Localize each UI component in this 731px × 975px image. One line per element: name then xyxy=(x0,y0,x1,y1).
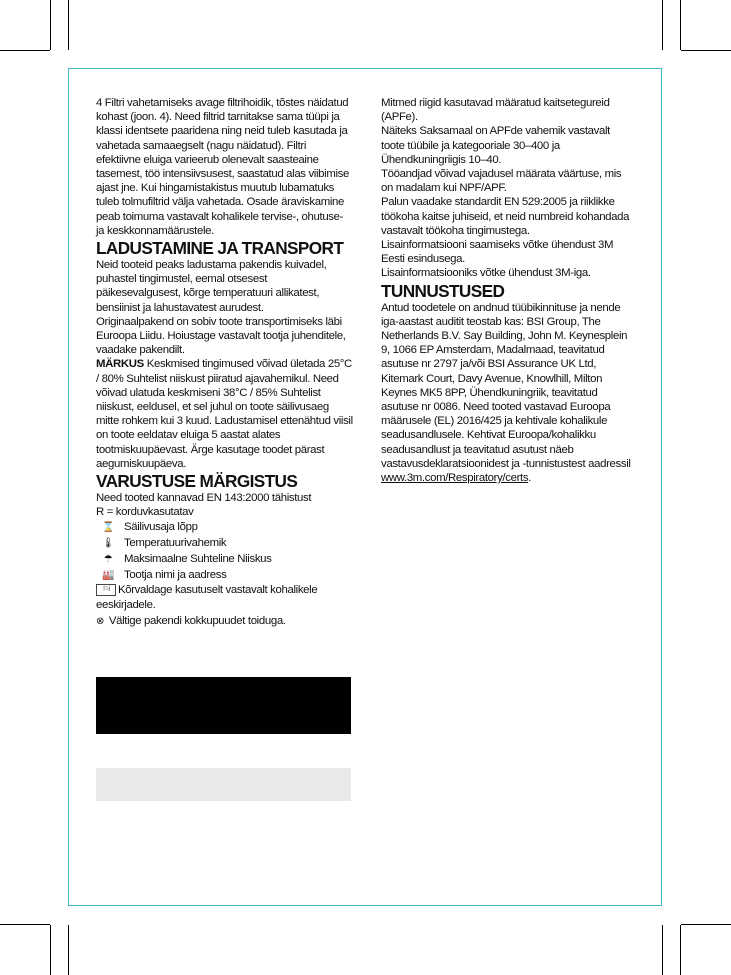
symbol-row-humidity xyxy=(96,551,353,567)
crop-mark-top-right-h xyxy=(681,50,731,51)
crop-mark-top-left-v2 xyxy=(68,0,69,50)
food-contact-paragraph xyxy=(96,614,353,629)
certification-heading: TUNNUSTUSED xyxy=(381,280,505,301)
symbol-label: Säilivusaja lõpp xyxy=(124,521,198,534)
no-food-contact-icon: ⊗ xyxy=(96,615,105,627)
marking-reusable-text: R = korduvkasutatav xyxy=(96,506,194,519)
umbrella-icon: ☂ xyxy=(103,553,113,565)
crop-mark-top-right-v2 xyxy=(662,0,663,50)
apf-text-4: Palun vaadake standardit EN 529:2005 ja riiklikke töökoha kaitse juhiseid, et neid numbreid kohandada vastavalt töökoha tingimustega. xyxy=(381,196,630,237)
note-text: Keskmised tingimused võivad ületada 25°C / 80% Suhtelist niiskust piiratud ajavahemikul. Need võivad ulatuda keskmiseni 38°C / 85% Suhtelist niiskust, eeldusel, et sel juhul on toote säilivusaeg mitte rohkem kui 3 kuud. Ladustamisel ettenähtud viisil on toote eeldatav eluiga 5 aastat alates tootmiskuupäevast. Ärge kasutage toodet pärast aegumiskuupäeva. xyxy=(96,358,353,470)
certification-period: . xyxy=(528,472,531,485)
note-paragraph xyxy=(96,357,353,471)
crop-mark-top-left-h xyxy=(0,50,50,51)
storage-text: Neid tooteid peaks ladustama pakendis kuivadel, puhastel tingimustel, eemal otsesest päikesevalgusest, kõrge temperatuuri allikatest, bensiinist ja lahustavatest aurudest. xyxy=(96,259,327,314)
apf-text-3: Tööandjad võivad vajadusel määrata väärtuse, mis on madalam kui NPF/APF. xyxy=(381,168,622,195)
filter-replacement-text: 4 Filtri vahetamiseks avage filtrihoidik, tõstes näidatud kohast (joon. 4). Need filtrid tarnitakse sama tüüpi ja klassi identsete paaridena ning neid tuleb kasutada ja vahetada samaaegselt (nagu näidatud). Filtri efektiivne eluiga varieerub olenevalt saasteaine tasemest, töö intensiivsusest, saastatud alas viibimise ajast jne. Kui hingamistakistus muutub lubamatuks tuleb tolmufiltrid välja vahetada. Osade äraviskamine peab toimuma vastavalt kohalikele tervise-, ohutuse- ja keskkonnamäärustele. xyxy=(96,97,349,237)
symbol-label: Maksimaalne Suhteline Niiskus xyxy=(124,553,272,566)
marking-heading: VARUSTUSE MÄRGISTUS xyxy=(96,471,298,492)
crop-mark-top-right-v xyxy=(680,0,681,50)
crop-mark-top-left-v xyxy=(50,0,51,50)
crop-mark-bottom-left-h xyxy=(0,924,50,925)
food-contact-text: Vältige pakendi kokkupuudet toiduga. xyxy=(108,614,286,627)
note-label: MÄRKUS xyxy=(96,358,144,371)
symbol-label: Tootja nimi ja aadress xyxy=(124,569,227,582)
redaction-black-block xyxy=(96,677,351,734)
thermometer-icon: 🌡 xyxy=(101,537,115,549)
crop-mark-bottom-left-v xyxy=(50,925,51,975)
disposal-icon: ⚐i xyxy=(96,584,116,596)
certs-link[interactable]: www.3m.com/Respiratory/certs xyxy=(381,472,529,485)
storage-heading: LADUSTAMINE JA TRANSPORT xyxy=(96,238,344,259)
right-column xyxy=(381,96,633,485)
disposal-text: Kõrvaldage kasutuselt vastavalt kohalikele eeskirjadele. xyxy=(96,584,318,611)
factory-icon: 🏭 xyxy=(101,569,115,581)
apf-text-6: Lisainformatsiooniks võtke ühendust 3M-iga. xyxy=(381,267,591,280)
hourglass-icon: ⌛ xyxy=(101,521,115,533)
symbol-row-expiry xyxy=(96,519,353,535)
symbol-row-temperature xyxy=(96,535,353,551)
apf-text-2: Näiteks Saksamaal on APFde vahemik vastavalt toote tüübile ja kategooriale 30–400 ja Ühendkuningriigis 10–40. xyxy=(381,125,610,166)
apf-text-1: Mitmed riigid kasutavad määratud kaitsetegureid (APFe). xyxy=(381,97,610,124)
certification-text: Antud toodetele on andnud tüübikinnituse ja nende iga-aastast auditit teostab kas: BSI Group, The Netherlands B.V. Say Building, John M. Keynesplein 9, 1066 EP Amsterdam, Madalmaad, teavitatud asutuse nr 2797 ja/või BSI Assurance UK Ltd, Kitemark Court, Davy Avenue, Knowlhill, Milton Keynes MK5 8PP, Ühendkuningriik, teavitatud asutuse nr 0086. Need tooted vastavad Euroopa määrusele (EL) 2016/425 ja kehtivale kohalikule seadusandlusele. Kehtivat Euroopa/kohalikku seadusandlust ja teavitatud asutust näeb vastavusdeklaratsioonidest ja -tunnistustest aadressil xyxy=(381,301,631,470)
disposal-paragraph xyxy=(96,583,353,611)
crop-mark-bottom-right-v xyxy=(680,925,681,975)
grey-block xyxy=(96,768,351,801)
left-column xyxy=(96,96,353,629)
crop-mark-bottom-left-v2 xyxy=(68,925,69,975)
crop-mark-bottom-right-h xyxy=(681,924,731,925)
crop-mark-bottom-right-v2 xyxy=(662,925,663,975)
certification-paragraph xyxy=(381,301,633,486)
marking-standard-text: Need tooted kannavad EN 143:2000 tähistust xyxy=(96,492,312,505)
apf-text-5: Lisainformatsiooni saamiseks võtke ühendust 3M Eesti esindusega. xyxy=(381,239,614,266)
symbol-label: Temperatuurivahemik xyxy=(124,537,227,550)
transport-text: Originaalpakend on sobiv toote transportimiseks läbi Euroopa Liidu. Hoiustage vastavalt tootja juhenditele, vaadake pakendilt. xyxy=(96,315,346,357)
symbol-row-manufacturer xyxy=(96,567,353,583)
